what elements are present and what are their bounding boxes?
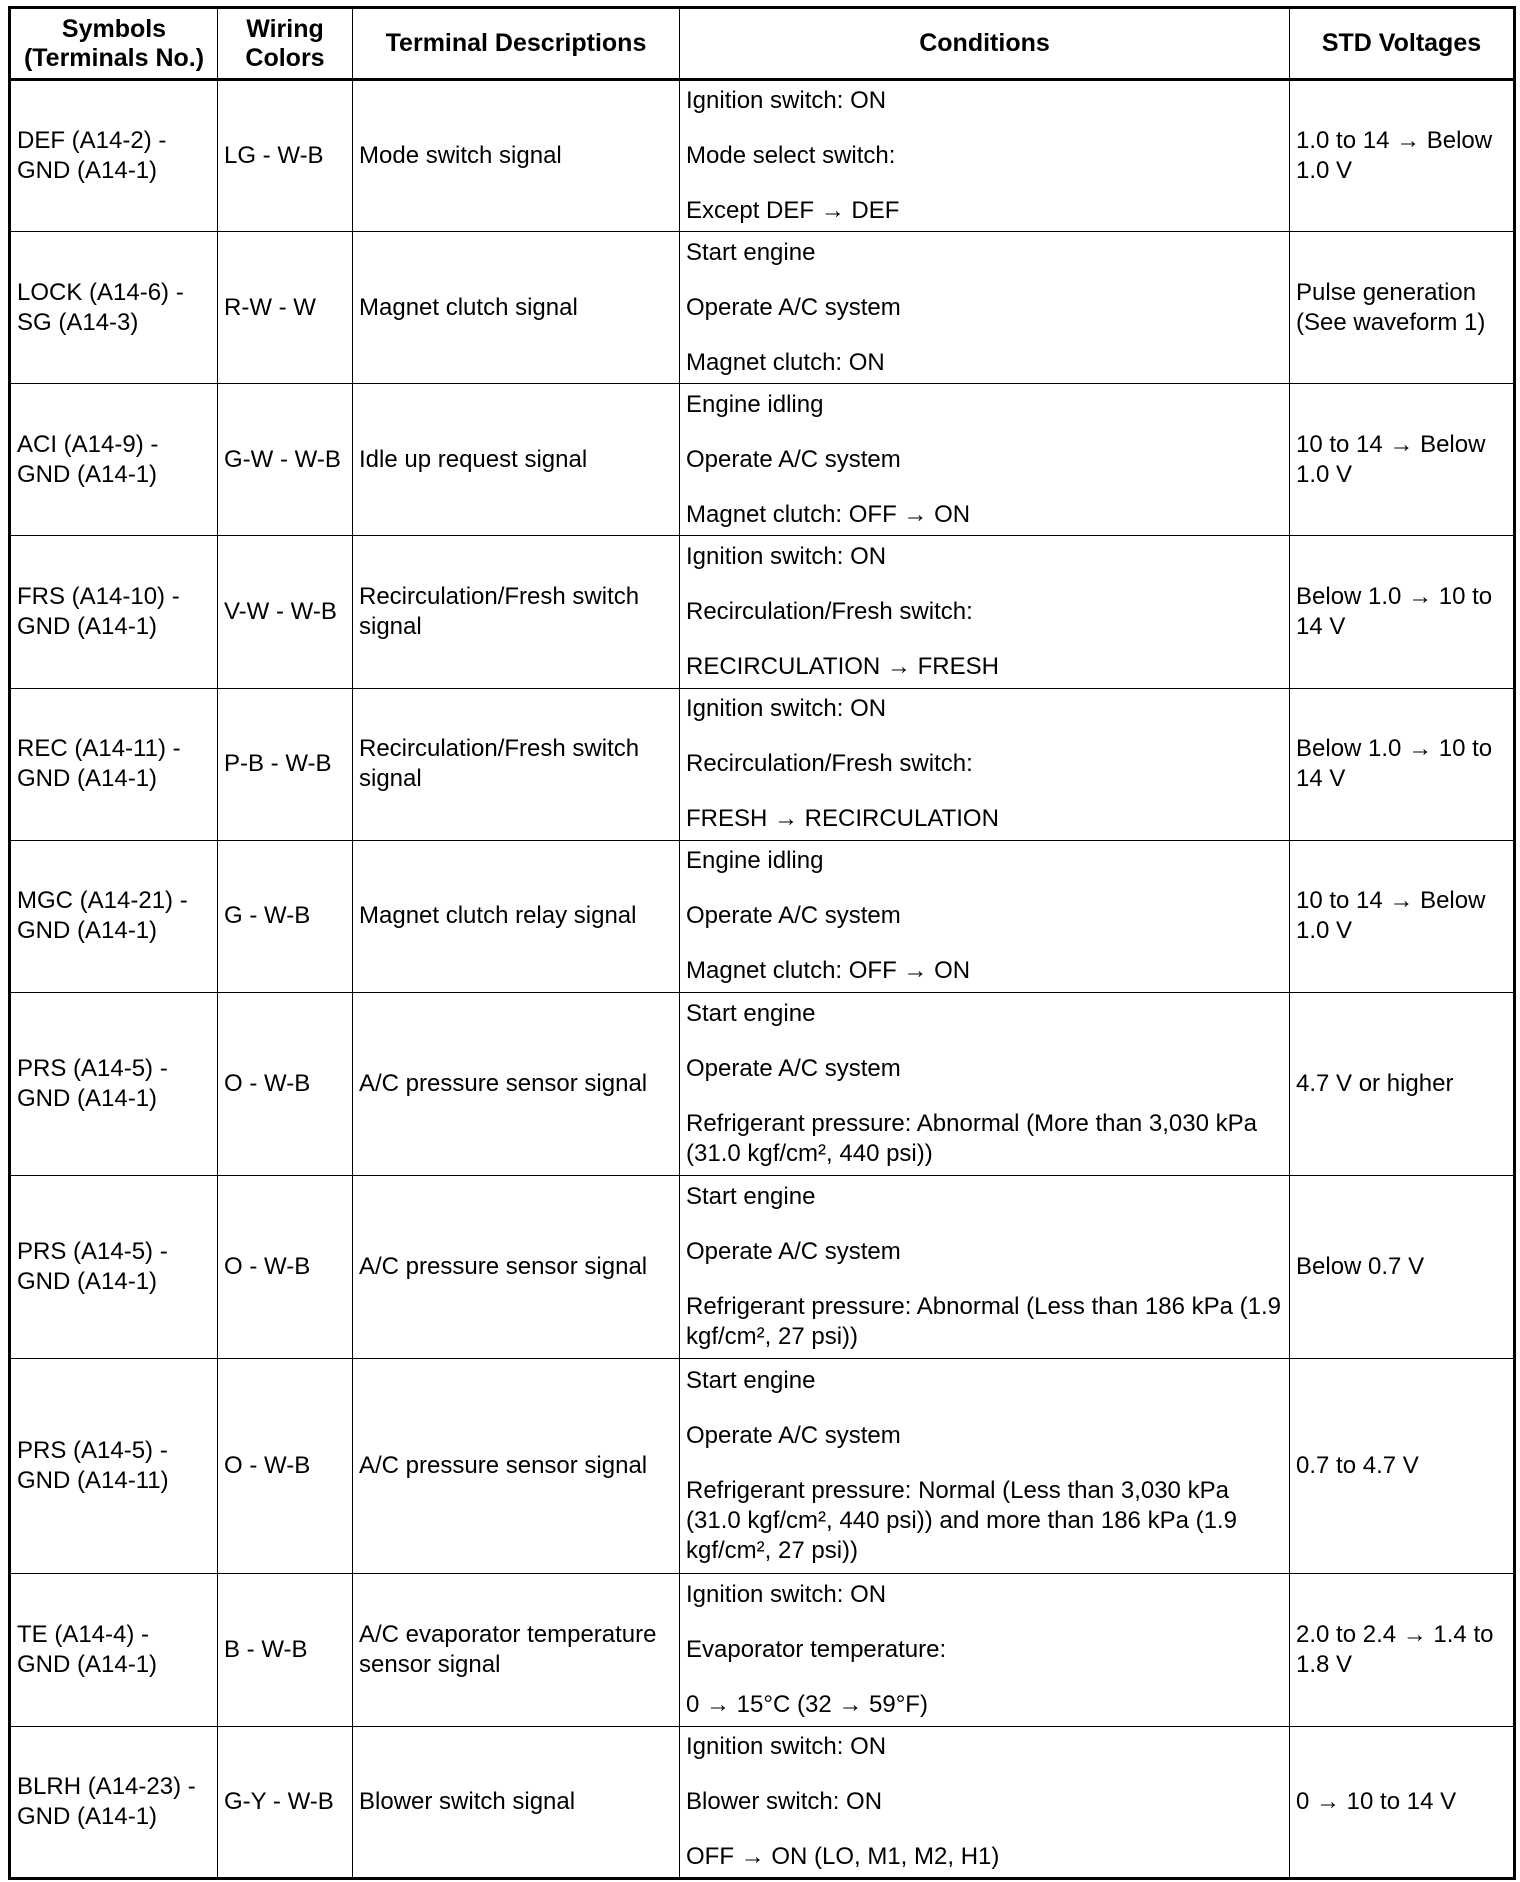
table-row bbox=[10, 1359, 1515, 1573]
wiring-cell: G-W - W-B bbox=[218, 384, 353, 536]
conditions-cell: Ignition switch: ON Evaporator temperature: 0 → 15°C (32 → 59°F) bbox=[680, 1573, 1290, 1726]
conditions-cell: Start engine Operate A/C system Refrigerant pressure: Abnormal (Less than 186 kPa (1.9 kgf/cm², 27 psi)) bbox=[680, 1176, 1290, 1359]
wiring-cell: O - W-B bbox=[218, 1359, 353, 1573]
conditions-cell: Ignition switch: ON Recirculation/Fresh switch: FRESH → RECIRCULATION bbox=[680, 688, 1290, 840]
voltage-cell: 10 to 14 → Below 1.0 V bbox=[1290, 384, 1515, 536]
table-row bbox=[10, 232, 1515, 384]
conditions-cell: Start engine Operate A/C system Refrigerant pressure: Abnormal (More than 3,030 kPa (31.0 kgf/cm², 440 psi)) bbox=[680, 992, 1290, 1175]
header-descriptions: Terminal Descriptions bbox=[353, 8, 680, 80]
table-row bbox=[10, 1726, 1515, 1878]
description-cell: A/C pressure sensor signal bbox=[353, 1359, 680, 1573]
description-cell: Magnet clutch signal bbox=[353, 232, 680, 384]
table-row bbox=[10, 384, 1515, 536]
symbol-cell: MGC (A14-21) - GND (A14-1) bbox=[10, 840, 218, 992]
terminal-voltage-table bbox=[8, 6, 1516, 1880]
conditions-cell: Ignition switch: ON Recirculation/Fresh switch: RECIRCULATION → FRESH bbox=[680, 536, 1290, 688]
symbol-cell: LOCK (A14-6) - SG (A14-3) bbox=[10, 232, 218, 384]
table-row bbox=[10, 840, 1515, 992]
description-cell: Blower switch signal bbox=[353, 1726, 680, 1878]
table-header-row bbox=[10, 8, 1515, 80]
wiring-cell: V-W - W-B bbox=[218, 536, 353, 688]
voltage-cell: Below 1.0 → 10 to 14 V bbox=[1290, 688, 1515, 840]
conditions-cell: Start engine Operate A/C system Refrigerant pressure: Normal (Less than 3,030 kPa (31.0 kgf/cm², 440 psi)) and more than 186 kPa (1.9 kgf/cm², 27 psi)) bbox=[680, 1359, 1290, 1573]
header-symbols-line1: Symbols bbox=[61, 14, 167, 43]
voltage-cell: 2.0 to 2.4 → 1.4 to 1.8 V bbox=[1290, 1573, 1515, 1726]
voltage-cell: 0.7 to 4.7 V bbox=[1290, 1359, 1515, 1573]
symbol-cell: BLRH (A14-23) - GND (A14-1) bbox=[10, 1726, 218, 1878]
description-cell: Magnet clutch relay signal bbox=[353, 840, 680, 992]
wiring-cell: G-Y - W-B bbox=[218, 1726, 353, 1878]
symbol-cell: PRS (A14-5) - GND (A14-11) bbox=[10, 1359, 218, 1573]
wiring-cell: LG - W-B bbox=[218, 80, 353, 232]
table-row bbox=[10, 536, 1515, 688]
voltage-cell: 10 to 14 → Below 1.0 V bbox=[1290, 840, 1515, 992]
description-cell: Mode switch signal bbox=[353, 80, 680, 232]
table-row bbox=[10, 992, 1515, 1175]
header-std-voltages: STD Voltages bbox=[1290, 8, 1515, 80]
wiring-cell: G - W-B bbox=[218, 840, 353, 992]
header-wiring-line2: Colors bbox=[245, 43, 325, 72]
voltage-cell: Below 0.7 V bbox=[1290, 1176, 1515, 1359]
conditions-cell: Start engine Operate A/C system Magnet clutch: ON bbox=[680, 232, 1290, 384]
wiring-cell: O - W-B bbox=[218, 992, 353, 1175]
voltage-cell: 0 → 10 to 14 V bbox=[1290, 1726, 1515, 1878]
header-conditions: Conditions bbox=[680, 8, 1290, 80]
wiring-cell: O - W-B bbox=[218, 1176, 353, 1359]
description-cell: Idle up request signal bbox=[353, 384, 680, 536]
wiring-cell: B - W-B bbox=[218, 1573, 353, 1726]
voltage-cell: 4.7 V or higher bbox=[1290, 992, 1515, 1175]
description-cell: Recirculation/Fresh switch signal bbox=[353, 536, 680, 688]
symbol-cell: FRS (A14-10) - GND (A14-1) bbox=[10, 536, 218, 688]
header-wiring bbox=[218, 8, 353, 80]
conditions-cell: Ignition switch: ON Blower switch: ON OFF → ON (LO, M1, M2, H1) bbox=[680, 1726, 1290, 1878]
symbol-cell: DEF (A14-2) - GND (A14-1) bbox=[10, 80, 218, 232]
header-symbols bbox=[10, 8, 218, 80]
wiring-cell: P-B - W-B bbox=[218, 688, 353, 840]
table-row bbox=[10, 80, 1515, 232]
table-row bbox=[10, 1573, 1515, 1726]
description-cell: A/C evaporator temperature sensor signal bbox=[353, 1573, 680, 1726]
description-cell: Recirculation/Fresh switch signal bbox=[353, 688, 680, 840]
voltage-cell: 1.0 to 14 → Below 1.0 V bbox=[1290, 80, 1515, 232]
symbol-cell: PRS (A14-5) - GND (A14-1) bbox=[10, 992, 218, 1175]
voltage-cell: Below 1.0 → 10 to 14 V bbox=[1290, 536, 1515, 688]
voltage-cell: Pulse generation (See waveform 1) bbox=[1290, 232, 1515, 384]
header-wiring-line1: Wiring bbox=[246, 14, 324, 43]
table-row bbox=[10, 1176, 1515, 1359]
table-row bbox=[10, 688, 1515, 840]
description-cell: A/C pressure sensor signal bbox=[353, 1176, 680, 1359]
wiring-cell: R-W - W bbox=[218, 232, 353, 384]
conditions-cell: Engine idling Operate A/C system Magnet clutch: OFF → ON bbox=[680, 840, 1290, 992]
symbol-cell: PRS (A14-5) - GND (A14-1) bbox=[10, 1176, 218, 1359]
conditions-cell: Engine idling Operate A/C system Magnet clutch: OFF → ON bbox=[680, 384, 1290, 536]
symbol-cell: ACI (A14-9) - GND (A14-1) bbox=[10, 384, 218, 536]
symbol-cell: TE (A14-4) - GND (A14-1) bbox=[10, 1573, 218, 1726]
conditions-cell: Ignition switch: ON Mode select switch: Except DEF → DEF bbox=[680, 80, 1290, 232]
description-cell: A/C pressure sensor signal bbox=[353, 992, 680, 1175]
symbol-cell: REC (A14-11) - GND (A14-1) bbox=[10, 688, 218, 840]
header-symbols-line2: (Terminals No.) bbox=[23, 43, 205, 72]
